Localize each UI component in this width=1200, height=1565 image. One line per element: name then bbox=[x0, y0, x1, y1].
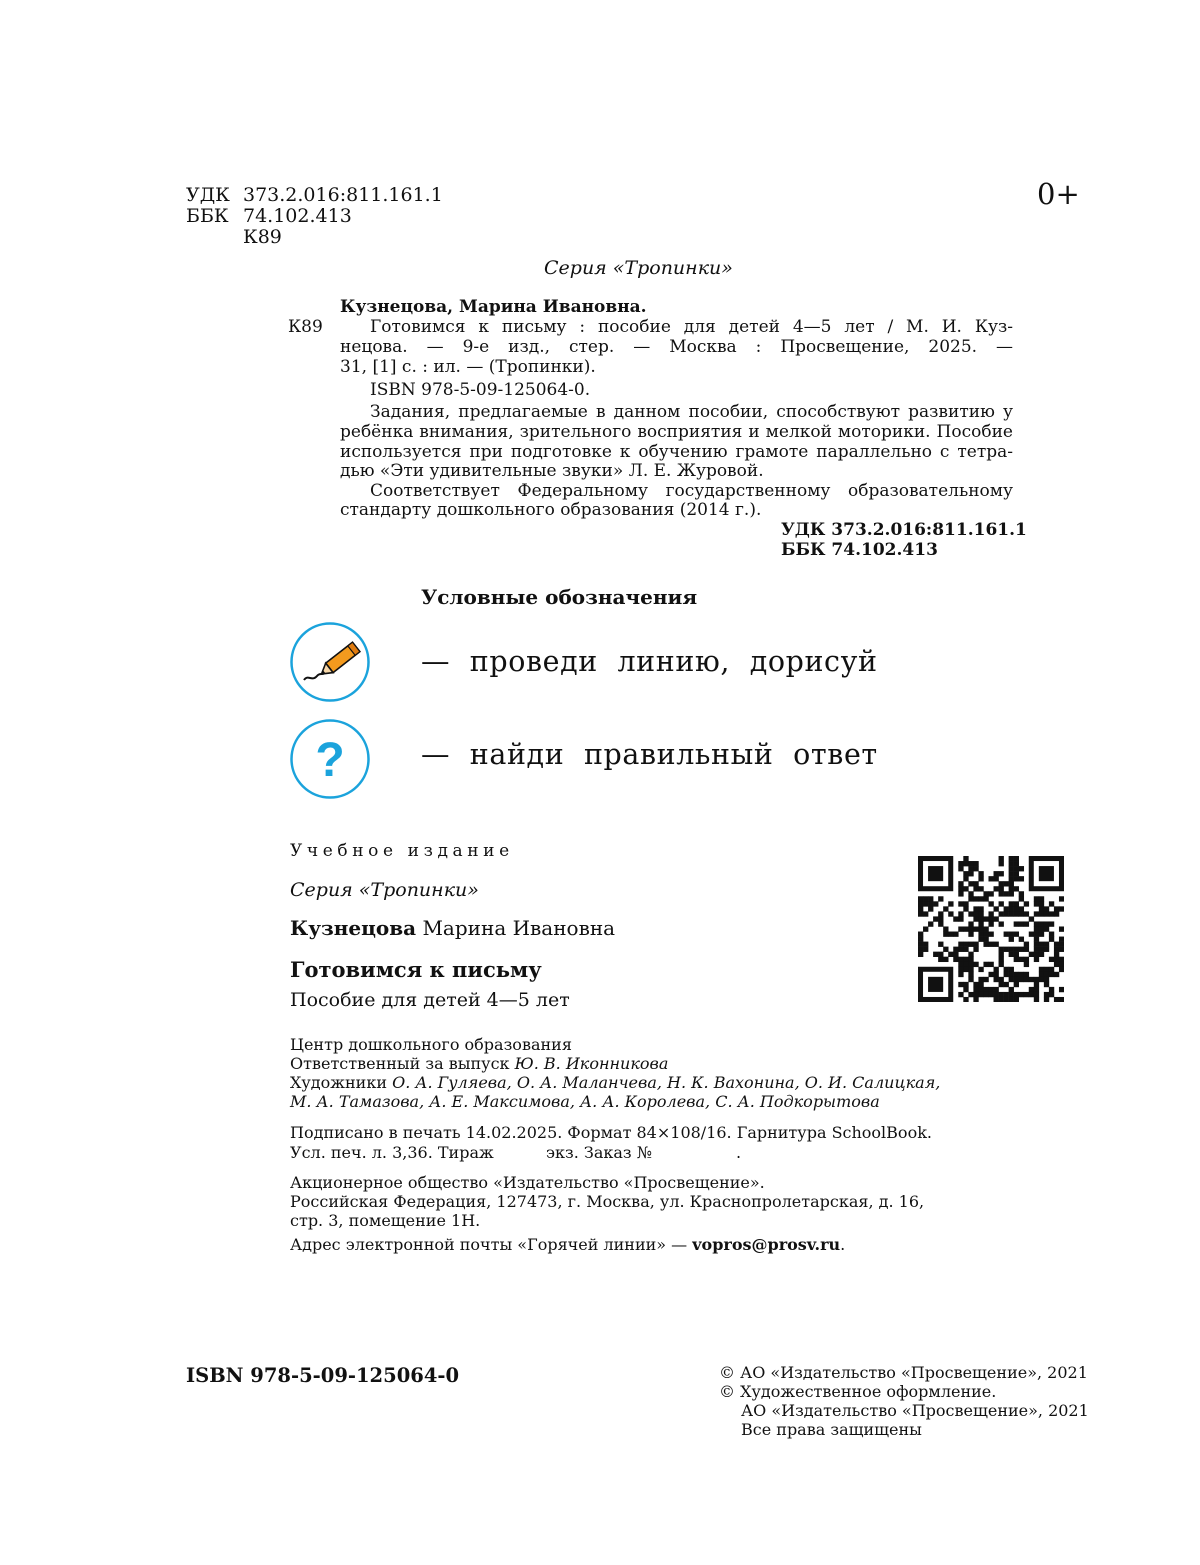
bbk-footer: ББК 74.102.413 bbox=[781, 540, 938, 560]
copyright-line-3: АО «Издательство «Просвещение», 2021 bbox=[741, 1401, 1089, 1420]
artists-names-1: О. А. Гуляева, О. А. Маланчева, Н. К. Вахонина, О. И. Салицкая, bbox=[392, 1073, 941, 1092]
bbk-value: 74.102.413 bbox=[243, 205, 352, 227]
email-line bbox=[290, 1235, 845, 1255]
udk-footer: УДК 373.2.016:811.161.1 bbox=[781, 520, 1027, 540]
author-mark: К89 bbox=[243, 226, 282, 248]
print-run: Усл. печ. л. 3,36. Тираж bbox=[290, 1143, 494, 1162]
annotation-line-1: Задания, предлагаемые в данном пособии, способствуют развитию у bbox=[370, 402, 1013, 422]
udk-value: 373.2.016:811.161.1 bbox=[243, 184, 443, 206]
biblio-line-3: 31, [1] с. : ил. — (Тропинки). bbox=[340, 357, 596, 377]
imprint-artists-1 bbox=[290, 1073, 940, 1093]
qr-code bbox=[918, 856, 1064, 1002]
imprint-title: Готовимся к письму bbox=[290, 957, 542, 982]
order-number: экз. Заказ № bbox=[546, 1143, 652, 1162]
biblio-line-1: Готовимся к письму : пособие для детей 4—5 лет / М. И. Куз- bbox=[370, 317, 1013, 337]
author-first-name: Марина Ивановна bbox=[422, 916, 616, 940]
udk-line bbox=[186, 185, 443, 206]
biblio-line-2: нецова. — 9-е изд., стер. — Москва : Просвещение, 2025. — bbox=[340, 337, 1013, 357]
bbk-line bbox=[186, 206, 352, 227]
standard-line-2: стандарту дошкольного образования (2014 г.). bbox=[340, 500, 762, 520]
responsible-name: Ю. В. Иконникова bbox=[514, 1054, 669, 1073]
print-line-2 bbox=[290, 1143, 741, 1163]
imprint-subtitle: Пособие для детей 4—5 лет bbox=[290, 989, 570, 1011]
print-line-1: Подписано в печать 14.02.2025. Формат 84×108/16. Гарнитура SchoolBook. bbox=[290, 1123, 932, 1142]
email-end: . bbox=[840, 1235, 846, 1254]
publisher-line-1: Акционерное общество «Издательство «Просвещение». bbox=[290, 1173, 765, 1192]
annotation-line-2: ребёнка внимания, зрительного восприятия и мелкой моторики. Пособие bbox=[340, 422, 1013, 442]
imprint-author bbox=[290, 916, 615, 940]
pencil-icon bbox=[290, 622, 370, 702]
footer-isbn: ISBN 978-5-09-125064-0 bbox=[186, 1364, 460, 1387]
print-line-end: . bbox=[736, 1143, 742, 1162]
legend-title: Условные обозначения bbox=[421, 585, 698, 609]
publisher-line-2: Российская Федерация, 127473, г. Москва, ул. Краснопролетарская, д. 16, bbox=[290, 1192, 925, 1211]
svg-text:?: ? bbox=[315, 734, 345, 787]
legend-item-answer: — найди правильный ответ bbox=[421, 738, 878, 771]
biblio-mark: К89 bbox=[288, 317, 323, 337]
copyright-line-4: Все права защищены bbox=[741, 1420, 922, 1439]
imprint-series: Серия «Тропинки» bbox=[290, 879, 479, 901]
responsible-label: Ответственный за выпуск bbox=[290, 1054, 510, 1073]
standard-line-1: Соответствует Федеральному государственному образовательному bbox=[370, 481, 1013, 501]
biblio-isbn: ISBN 978-5-09-125064-0. bbox=[370, 380, 591, 400]
artists-label: Художники bbox=[290, 1073, 387, 1092]
bbk-label: ББК bbox=[186, 205, 229, 227]
legend-item-draw: — проведи линию, дорисуй bbox=[421, 645, 878, 678]
annotation-line-3: используется при подготовке к обучению грамоте параллельно с тетра- bbox=[340, 442, 1013, 462]
email-label: Адрес электронной почты «Горячей линии» — bbox=[290, 1235, 688, 1254]
series-top: Серия «Тропинки» bbox=[544, 257, 733, 279]
udk-label: УДК bbox=[186, 184, 230, 206]
email-address: vopros@prosv.ru bbox=[692, 1235, 841, 1254]
annotation-line-4: дью «Эти удивительные звуки» Л. Е. Журовой. bbox=[340, 461, 764, 481]
biblio-author-heading: Кузнецова, Марина Ивановна. bbox=[340, 297, 647, 317]
imprint-artists-2: М. А. Тамазова, А. Е. Максимова, А. А. Королева, С. А. Подкорытова bbox=[290, 1092, 880, 1111]
imprint-center: Центр дошкольного образования bbox=[290, 1035, 572, 1054]
age-rating: 0+ bbox=[1037, 177, 1080, 211]
publisher-line-3: стр. 3, помещение 1Н. bbox=[290, 1211, 481, 1230]
edition-type: Учебное издание bbox=[290, 841, 514, 861]
question-icon bbox=[290, 719, 370, 799]
copyright-line-1: © АО «Издательство «Просвещение», 2021 bbox=[719, 1363, 1088, 1382]
imprint-responsible bbox=[290, 1054, 668, 1074]
copyright-line-2: © Художественное оформление. bbox=[719, 1382, 997, 1401]
author-last-name: Кузнецова bbox=[290, 916, 417, 940]
